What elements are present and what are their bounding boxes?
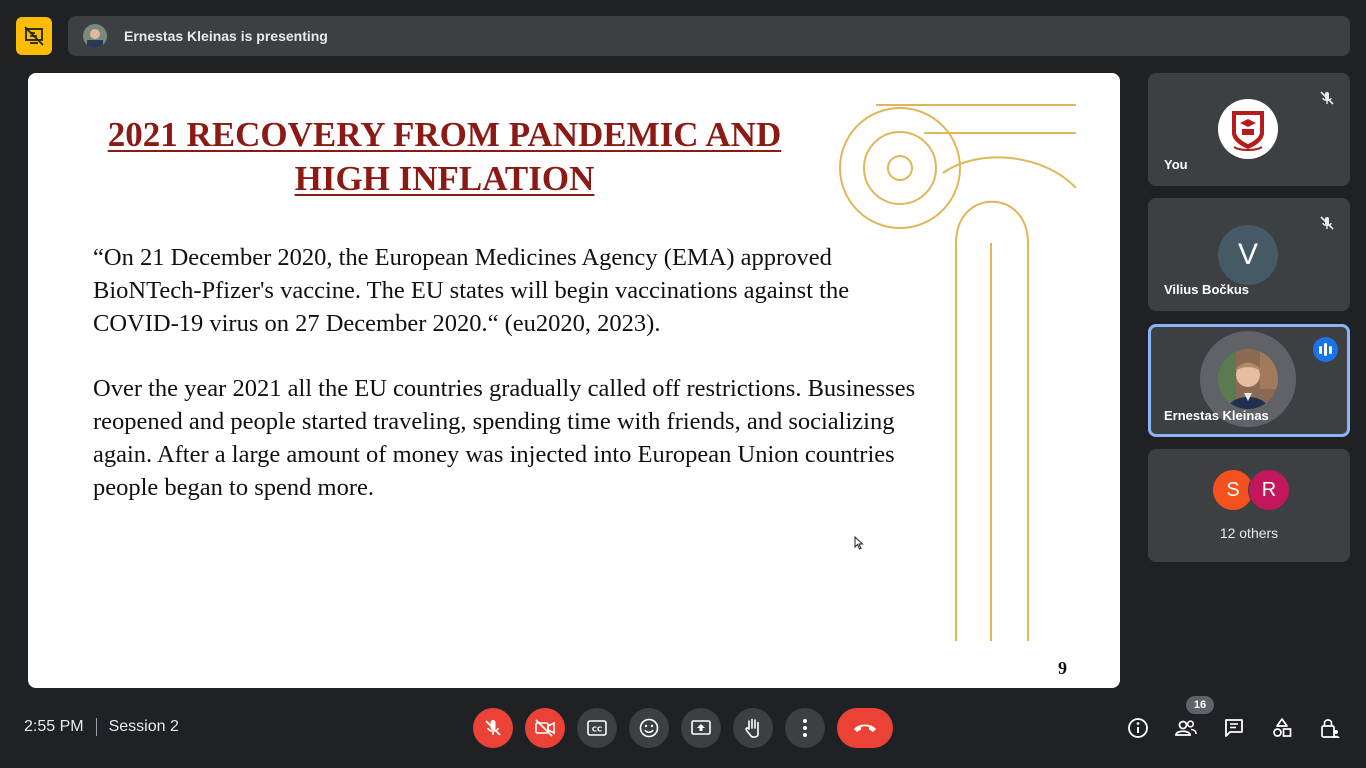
school-logo-icon xyxy=(1218,99,1278,159)
presenter-text: Ernestas Kleinas is presenting xyxy=(124,28,328,44)
chat-button[interactable] xyxy=(1214,708,1254,748)
chat-icon xyxy=(1223,717,1245,739)
leave-call-button[interactable] xyxy=(837,708,893,748)
presentation-off-icon xyxy=(24,26,44,46)
mic-off-icon xyxy=(483,718,503,738)
raise-hand-icon xyxy=(743,717,763,739)
people-icon xyxy=(1174,718,1198,738)
mouse-cursor-icon xyxy=(854,536,864,550)
participant-tile-ernestas[interactable] xyxy=(1148,324,1350,437)
avatar: S xyxy=(1212,469,1254,511)
divider xyxy=(96,718,97,736)
people-button[interactable] xyxy=(1166,708,1206,748)
participant-name: Vilius Bočkus xyxy=(1164,282,1250,297)
participant-count-badge: 16 xyxy=(1186,696,1214,714)
microphone-toggle-button[interactable] xyxy=(473,708,513,748)
meeting-name: Session 2 xyxy=(108,718,179,735)
slide-paragraph-1: “On 21 December 2020, the European Medicines Agency (EMA) approved BioNTech-Pfizer's vaccine. The EU states will begin vaccinations against the COVID-19 virus on 27 December 2020.“ (eu2020, 2023). xyxy=(93,244,850,337)
others-count-label: 12 others xyxy=(1219,525,1279,541)
lock-person-icon xyxy=(1319,717,1341,739)
present-screen-icon xyxy=(690,718,712,738)
clock-time: 2:55 PM xyxy=(24,718,84,735)
activities-button[interactable] xyxy=(1262,708,1302,748)
muted-mic-icon xyxy=(1314,210,1340,236)
camera-toggle-button[interactable] xyxy=(525,708,565,748)
meeting-info xyxy=(24,718,179,736)
shapes-icon xyxy=(1271,717,1293,739)
present-now-button[interactable] xyxy=(681,708,721,748)
avatar: R xyxy=(1248,469,1290,511)
presenter-avatar xyxy=(83,24,107,48)
presenting-banner xyxy=(68,16,1350,56)
more-options-button[interactable] xyxy=(785,708,825,748)
presentation-slide xyxy=(28,73,1120,688)
more-vert-icon xyxy=(802,718,808,738)
end-call-icon xyxy=(852,722,878,734)
speaking-indicator-icon xyxy=(1313,337,1338,362)
participant-tile-you[interactable] xyxy=(1148,73,1350,186)
participant-name: You xyxy=(1164,157,1188,172)
info-icon xyxy=(1127,717,1149,739)
camera-off-icon xyxy=(534,718,556,738)
avatar: V xyxy=(1218,225,1278,285)
participant-tile-vilius[interactable] xyxy=(1148,198,1350,311)
slide-paragraph-2: Over the year 2021 all the EU countries gradually called off restrictions. Businesses reopened and people started traveling, spending time with friends, and socializing again. After a large amount of money was injected into European Union countries people began to spend more. xyxy=(93,375,916,501)
slide-page-number: 9 xyxy=(1058,658,1067,678)
meeting-details-button[interactable] xyxy=(1118,708,1158,748)
host-controls-button[interactable] xyxy=(1310,708,1350,748)
closed-captions-icon xyxy=(586,719,608,737)
reactions-button[interactable] xyxy=(629,708,669,748)
raise-hand-button[interactable] xyxy=(733,708,773,748)
stop-presenting-button[interactable] xyxy=(16,17,52,55)
others-avatars xyxy=(1212,469,1292,511)
svg-text:CC: CC xyxy=(591,725,603,734)
participant-tile-others[interactable] xyxy=(1148,449,1350,562)
emoji-icon xyxy=(638,717,660,739)
slide-title: 2021 RECOVERY FROM PANDEMIC AND HIGH INFLATION xyxy=(107,115,782,198)
slide-body xyxy=(93,241,933,536)
participant-name: Ernestas Kleinas xyxy=(1164,408,1269,423)
captions-button[interactable] xyxy=(577,708,617,748)
muted-mic-icon xyxy=(1314,85,1340,111)
